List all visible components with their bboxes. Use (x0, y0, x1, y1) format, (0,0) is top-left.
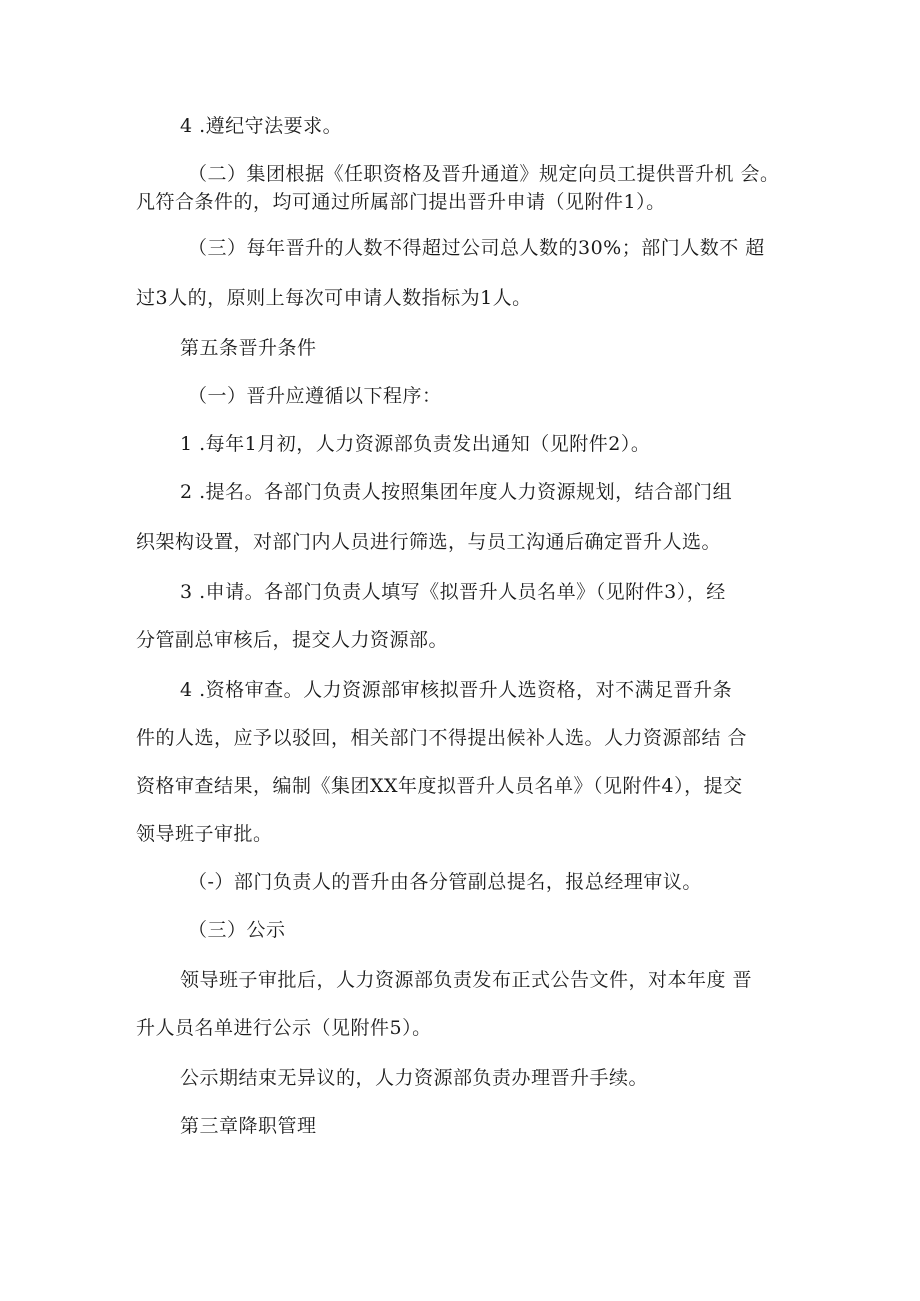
text-line: 公示期结束无异议的，人力资源部负责办理晋升手续。 (180, 1067, 649, 1089)
text-line: 1 .每年1月初，人力资源部负责发出通知（见附件2）。 (180, 433, 651, 455)
text-line: （二）集团根据《任职资格及晋升通道》规定向员工提供晋升机 会。 (188, 163, 780, 185)
text-line: （一）晋升应遵循以下程序： (188, 385, 442, 407)
text-line: （-）部门负责人的晋升由各分管副总提名，报总经理审议。 (188, 871, 702, 893)
chapter-heading: 第三章降职管理 (180, 1115, 317, 1137)
text-line: 4 .遵纪守法要求。 (180, 115, 343, 137)
text-line: 织架构设置，对部门内人员进行筛选，与员工沟通后确定晋升人选。 (136, 531, 722, 553)
text-line: 4 .资格审查。人力资源部审核拟晋升人选资格，对不满足晋升条 (180, 679, 733, 701)
text-line: 领导班子审批后，人力资源部负责发布正式公告文件，对本年度 晋 (180, 969, 753, 991)
text-line: 资格审查结果，编制《集团XX年度拟晋升人员名单》（见附件4），提交 (136, 775, 743, 797)
text-line: 升人员名单进行公示（见附件5）。 (136, 1017, 432, 1039)
text-line: 过3人的，原则上每次可申请人数指标为1人。 (136, 287, 532, 309)
text-line: 件的人选，应予以驳回，相关部门不得提出候补人选。人力资源部结 合 (136, 727, 748, 749)
section-heading: 第五条晋升条件 (180, 337, 317, 359)
text-line: 3 .申请。各部门负责人填写《拟晋升人员名单》（见附件3），经 (180, 581, 726, 603)
text-line: （三）每年晋升的人数不得超过公司总人数的30%；部门人数不 超 (188, 237, 765, 259)
text-line: 2 .提名。各部门负责人按照集团年度人力资源规划，结合部门组 (180, 481, 733, 503)
text-line: 凡符合条件的，均可通过所属部门提出晋升申请（见附件1）。 (136, 191, 666, 213)
text-line: 分管副总审核后，提交人力资源部。 (136, 629, 449, 651)
text-line: 领导班子审批。 (136, 823, 273, 845)
section-heading: （三）公示 (188, 919, 286, 941)
